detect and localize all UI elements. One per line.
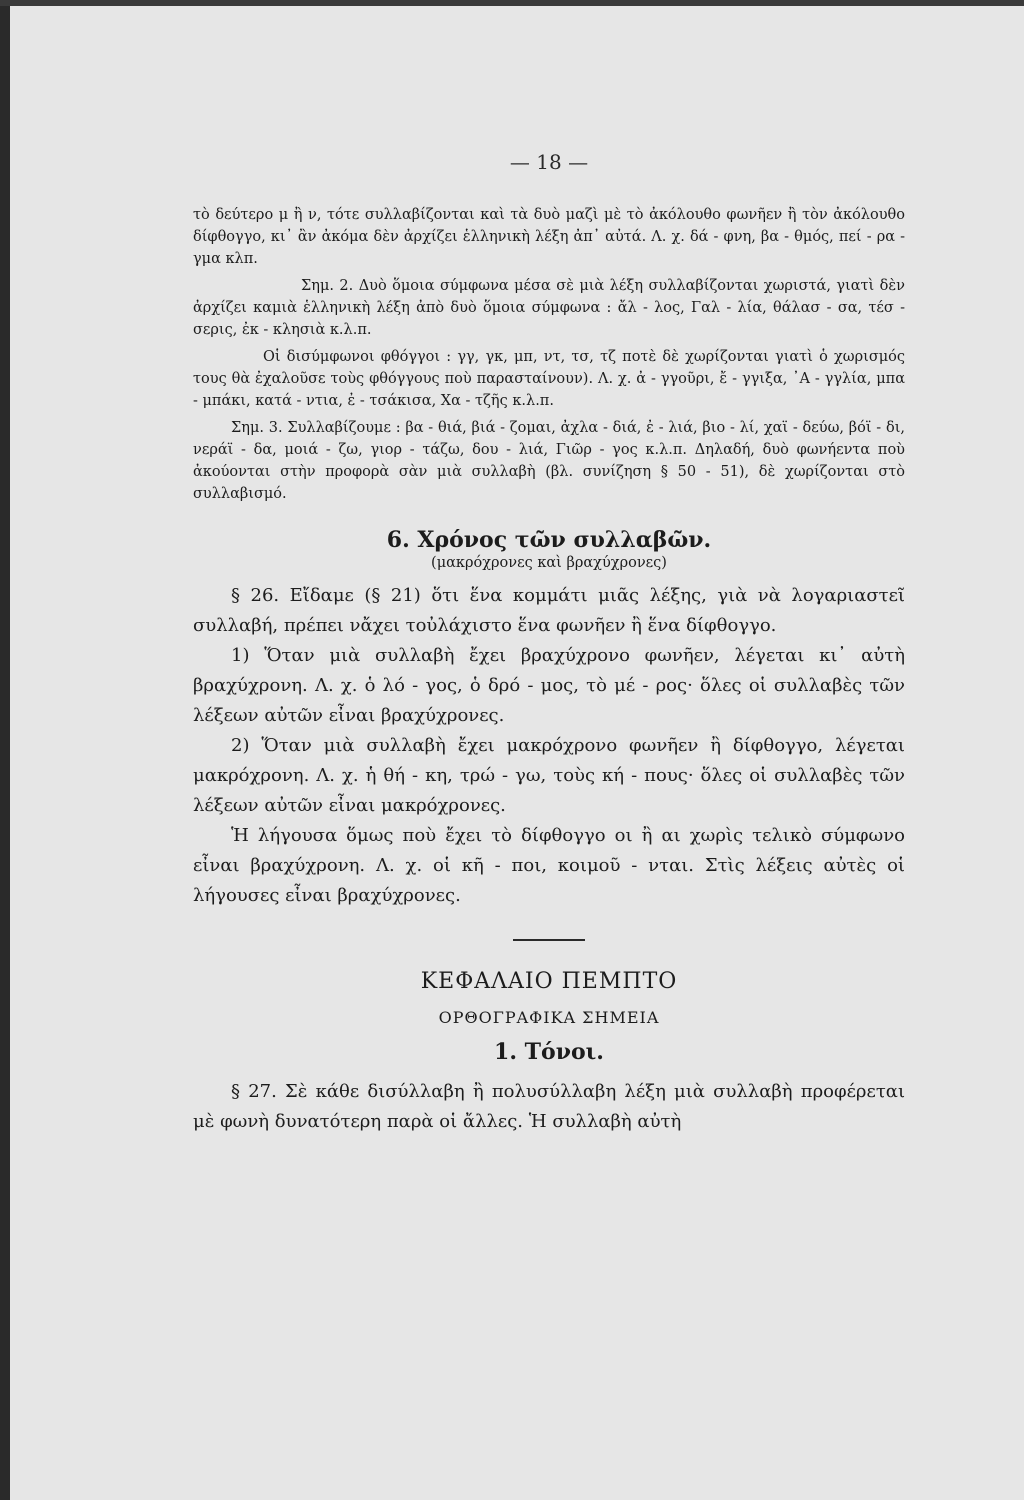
scan-edge-top [0,0,1024,6]
scan-edge-left [0,0,10,1500]
chapter-subtitle: ΟΡΘΟΓΡΑΦΙΚΑ ΣΗΜΕΙΑ [438,1008,660,1027]
paragraph-26: § 26. Εἴδαμε (§ 21) ὅτι ἕνα κομμάτι μιᾶς λέξης, γιὰ νὰ λογαριαστεῖ συλλαβή, πρέπει νἄχει τοὐλάχιστο ἕνα φωνῆεν ἢ ἕνα δίφθογγο. [193,585,905,636]
page-number: — 18 — [509,150,589,174]
paragraph-disymphonoi: Οἱ δισύμφωνοι φθόγγοι : γγ, γκ, μπ, ντ, τσ, τζ ποτὲ δὲ χωρίζονται γιατὶ ὁ χωρισμός τους θὰ ἐχαλοῦσε τοὺς φθόγγους ποὺ παρασταίνουν). Λ. χ. ἀ - γγοῦρι, ἔ - γγιξα, ᾿Α - γγλία, μπα - μπάκι, κατά - ντια, ἐ - τσάκισα, Χα - τζῆς κ.λ.π. [193,349,905,409]
note-2: Σημ. 2. Δυὸ ὅμοια σύμφωνα μέσα σὲ μιὰ λέξη συλλαβίζονται χωριστά, γιατὶ δὲν ἀρχίζει καμιὰ ἑλληνικὴ λέξη ἀπὸ δυὸ ὅμοια σύμφωνα : ἄλ - λος, Γαλ - λία, θάλασ - σα, τέσ - σερις, ἐκ - κλησιὰ κ.λ.π. [193,278,905,338]
paragraph-27: § 27. Σὲ κάθε δισύλλαβη ἢ πολυσύλλαβη λέξη μιὰ συλλαβὴ προφέρεται μὲ φωνὴ δυνατότερη παρὰ οἱ ἄλλες. Ἡ συλλαβὴ αὐτὴ [193,1081,905,1132]
chapter-title: ΚΕΦΑΛΑΙΟ ΠΕΜΠΤΟ [420,969,678,994]
page-content [193,150,905,1137]
paragraph-26-ligousa: Ἡ λήγουσα ὅμως ποὺ ἔχει τὸ δίφθογγο οι ἢ αι χωρὶς τελικὸ σύμφωνο εἶναι βραχύχρονη. Λ. χ. οἱ κῆ - ποι, κοιμοῦ - νται. Στὶς λέξεις αὐτὲς οἱ λήγουσες εἶναι βραχύχρονες. [193,825,905,906]
paragraph-continuation: τὸ δεύτερο μ ἢ ν, τότε συλλαβίζονται καὶ τὰ δυὸ μαζὶ μὲ τὸ ἀκόλουθο φωνῆεν ἢ τὸν ἀκόλουθο δίφθογγο, κι᾿ ἂν ἀκόμα δὲν ἀρχίζει ἑλληνικὴ λέξη ἀπ᾿ αὐτά. Λ. χ. δά - φνη, βα - θμός, πεί - ρα - γμα κλπ. [193,207,905,267]
paragraph-26-1: 1) Ὅταν μιὰ συλλαβὴ ἔχει βραχύχρονο φωνῆεν, λέγεται κι᾿ αὐτὴ βραχύχρονη. Λ. χ. ὁ λό - γος, ὁ δρό - μος, τὸ μέ - ρος· ὅλες οἱ συλλαβὲς τῶν λέξεων αὐτῶν εἶναι βραχύχρονες. [193,645,905,726]
note-3: Σημ. 3. Συλλαβίζουμε : βα - θιά, βιά - ζομαι, ἀχλα - διά, ἐ - λιά, βιο - λί, χαϊ - δεύω, βόϊ - δι, νεράϊ - δα, μοιά - ζω, γιορ - τάζω, δου - λιά, Γιῶρ - γος κ.λ.π. Δηλαδή, δυὸ φωνήεντα ποὺ ἀκούονται στὴν προφορὰ σὰν μιὰ συλλαβὴ (βλ. συνίζηση § 50 - 51), δὲ χωρίζονται στὸ συλλαβισμό. [193,420,905,502]
section-6-title: 6. Χρόνος τῶν συλλαβῶν. [386,527,712,553]
section-6-subtitle: (μακρόχρονες καὶ βραχύχρονες) [431,555,667,571]
section-divider [513,939,585,941]
paragraph-26-2: 2) Ὅταν μιὰ συλλαβὴ ἔχει μακρόχρονο φωνῆεν ἢ δίφθογγο, λέγεται μακρόχρονη. Λ. χ. ἡ θή - κη, τρώ - γω, τοὺς κή - πους· ὅλες οἱ συλλαβὲς τῶν λέξεων αὐτῶν εἶναι μακρόχρονες. [193,735,905,816]
section-tonoi-title: 1. Τόνοι. [494,1039,604,1065]
